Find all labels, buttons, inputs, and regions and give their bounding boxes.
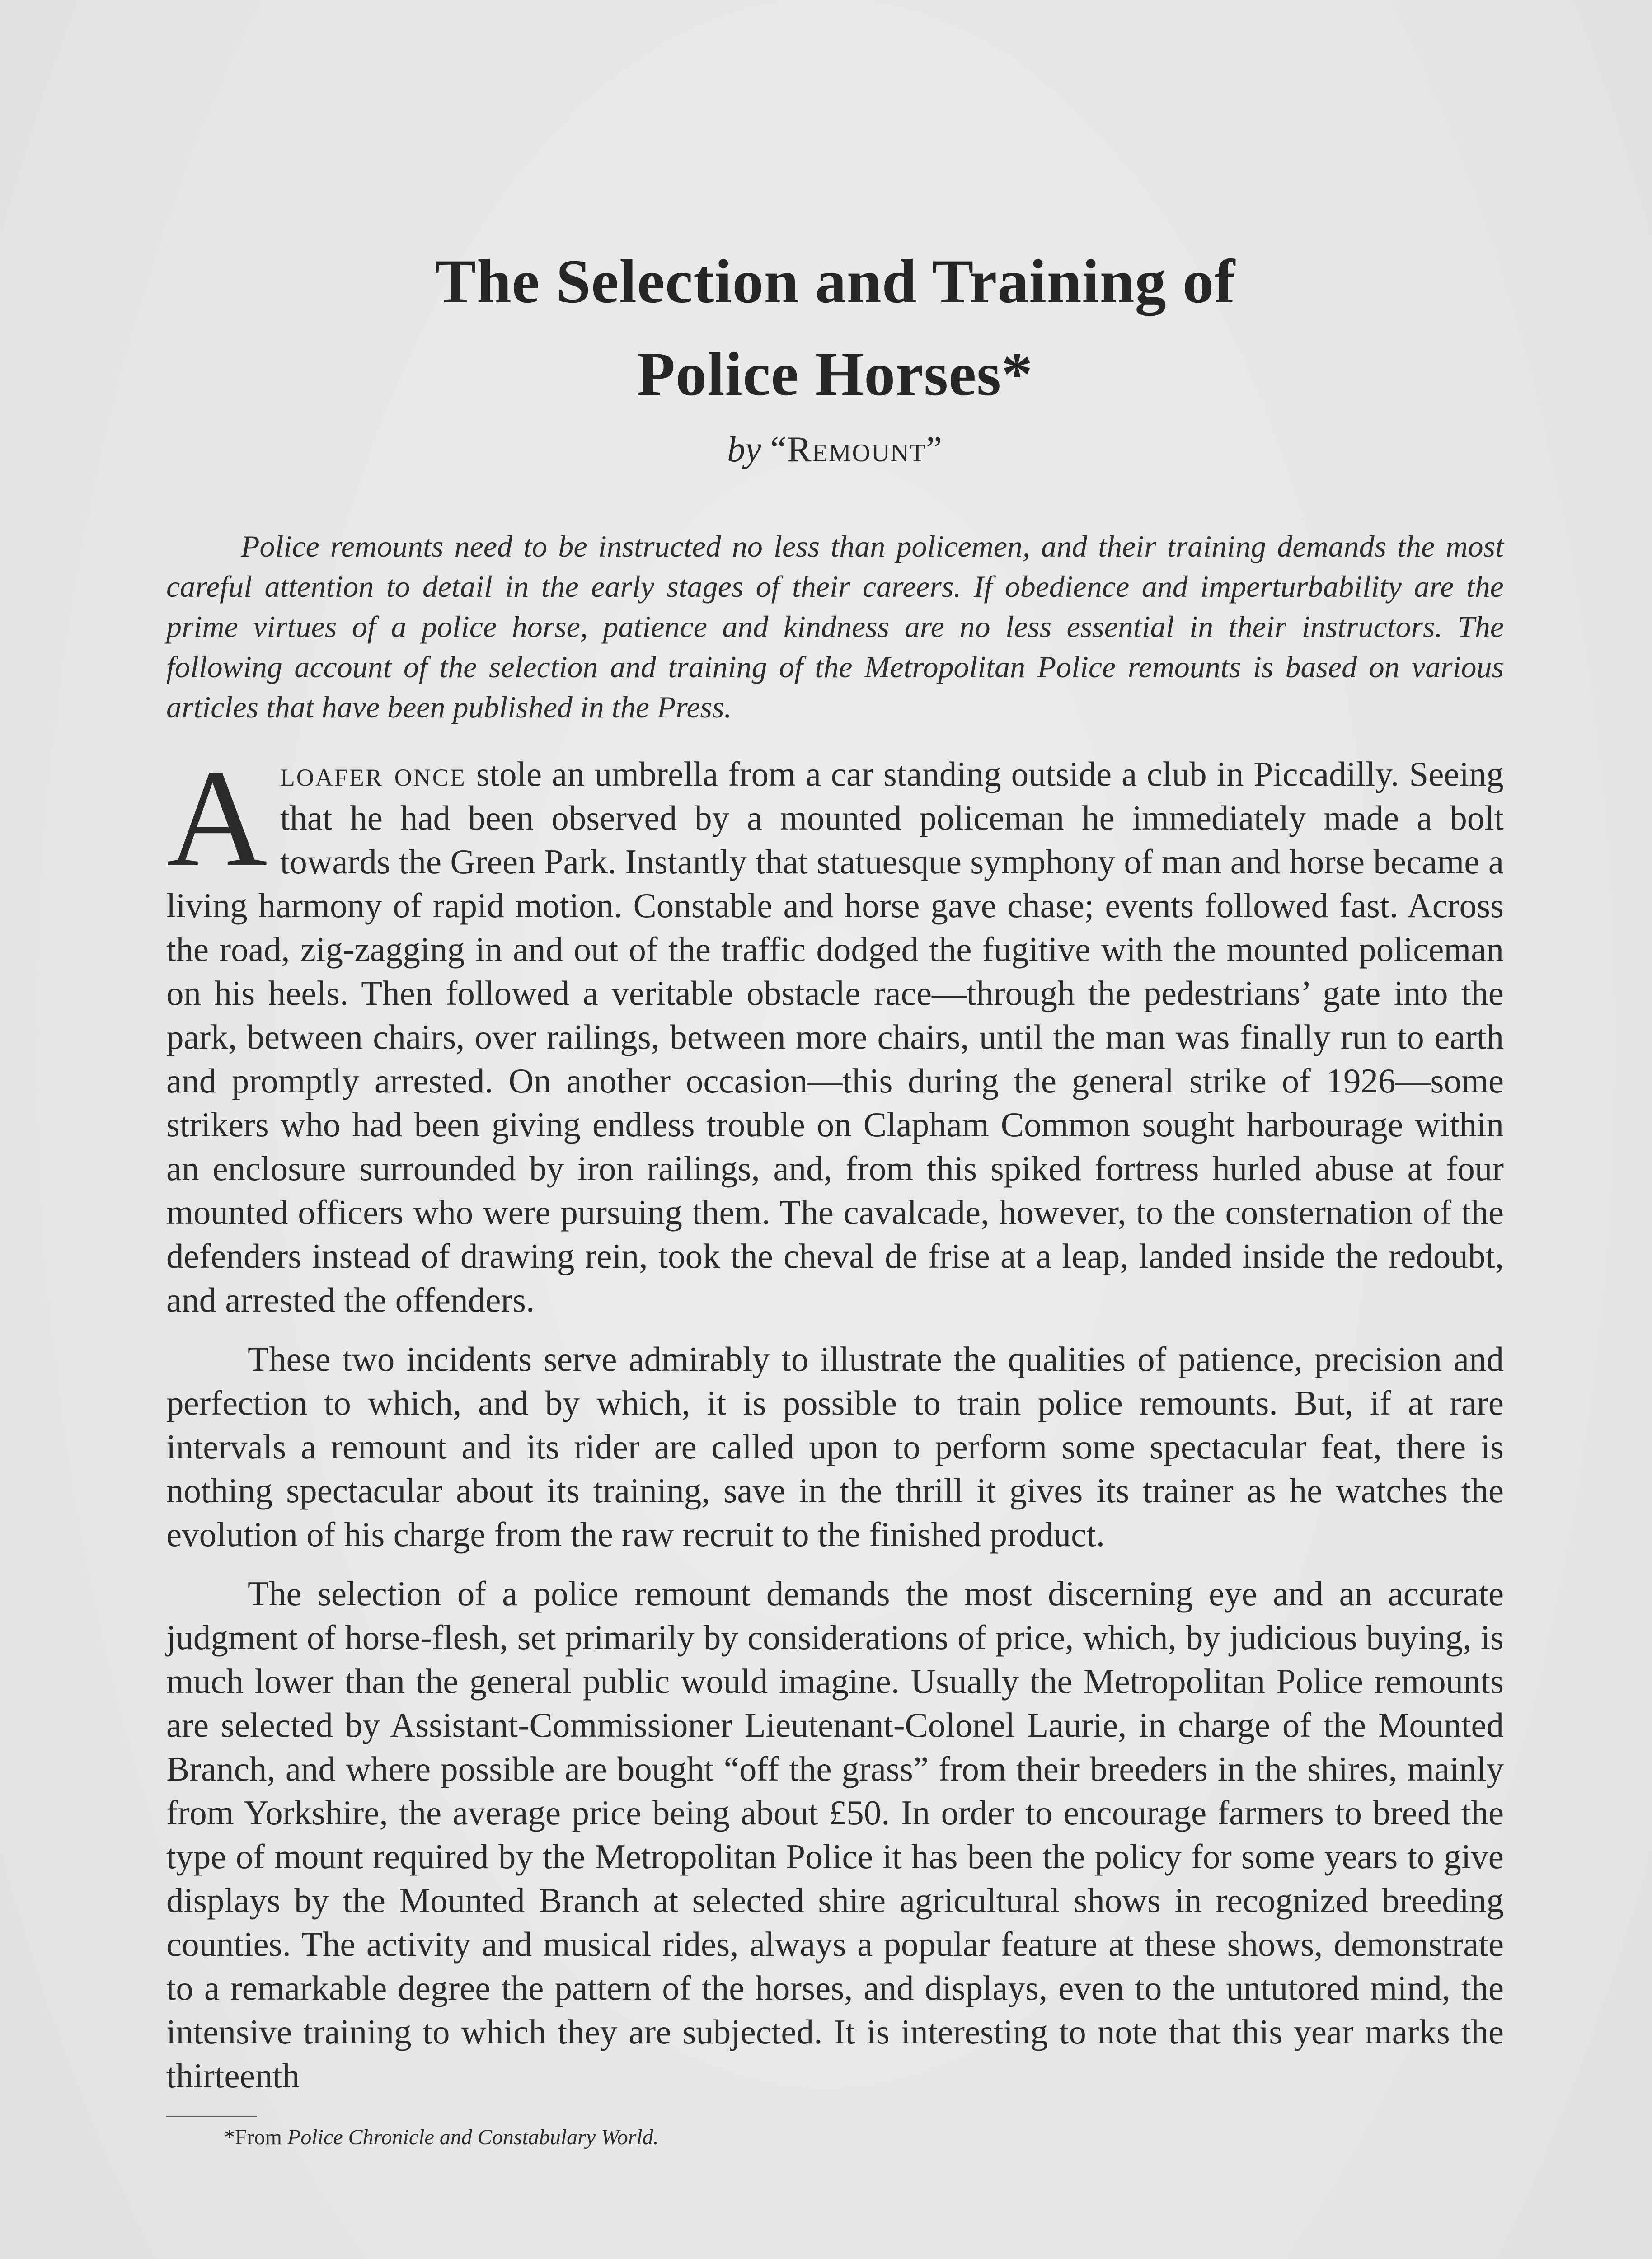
abstract: Police remounts need to be instructed no less than policemen, and their training demands the most careful attention to detail in the early stages of their careers. If obedience and imperturbability are the prime virtues of a police horse, patience and kindness are no less essential in their instructors. The following account of the selection and training of the Metropolitan Police remounts is based on various articles that have been published in the Press. [166, 529, 1504, 724]
byline [166, 425, 1504, 474]
paragraph-2: These two incidents serve admirably to illustrate the qualities of patience, precision and perfection to which, and by which, it is possible to train police remounts. But, if at rare intervals a remount and its rider are called upon to perform some spectacular feat, there is nothing spectacular about its training, save in the thrill it gives its trainer as he watches the evolution of his charge from the raw recruit to the finished product. [166, 1340, 1504, 1554]
paragraph-1 [166, 741, 1504, 1322]
footnote [166, 2123, 1504, 2151]
footnote-divider [166, 2116, 257, 2117]
paragraph-1-lead: loafer once [280, 755, 466, 793]
article [166, 235, 1504, 2151]
title-line-2: Police Horses* [637, 339, 1033, 408]
paragraph-1-text: stole an umbrella from a car standing outside a club in Piccadilly. Seeing that he had been observed by a mounted policeman he immediately made a bolt towards the Green Park. Instantly that statuesque symphony of man and horse became a living harmony of rapid motion. Constable and horse gave chase; events followed fast. Across the road, zig-zagging in and out of the traffic dodged the fugitive with the mounted policeman on his heels. Then followed a veritable obstacle race—through the pedestrians’ gate into the park, between chairs, over railings, between more chairs, until the man was finally run to earth and promptly arrested. On another occasion—this during the general strike of 1926—some strikers who had been giving endless trouble on Clapham Common sought harbourage within an enclosure surrounded by iron railings, and, from this spiked fortress hurled abuse at four mounted officers who were pursuing them. The cavalcade, however, to the consternation of the defenders instead of drawing rein, took the cheval de frise at a leap, landed inside the redoubt, and arrested the offenders. [166, 755, 1504, 1319]
paragraph-3: The selection of a police remount demands the most discerning eye and an accurate judgment of horse-flesh, set primarily by considerations of price, which, by judicious buying, is much lower than the general public would imagine. Usually the Metropolitan Police remounts are selected by Assistant-Commissioner Lieutenant-Colonel Laurie, in charge of the Mounted Branch, and where possible are bought “off the grass” from their breeders in the shires, mainly from Yorkshire, the average price being about £50. In order to encourage farmers to breed the type of mount required by the Metropolitan Police it has been the policy for some years to give displays by the Mounted Branch at selected shire agricultural shows in recognized breeding counties. The activity and musical rides, always a popular feature at these shows, demonstrate to a remarkable degree the pattern of the horses, and displays, even to the untutored mind, the intensive training to which they are subjected. It is interesting to note that this year marks the thirteenth [166, 1574, 1504, 2095]
article-title [166, 235, 1504, 420]
drop-cap: A [166, 741, 268, 896]
byline-author: “Remount” [770, 430, 943, 469]
footnote-source: Police Chronicle and Constabulary World. [287, 2125, 659, 2149]
byline-by: by [727, 430, 761, 469]
title-line-1: The Selection and Training of [434, 247, 1236, 316]
footnote-prefix: *From [224, 2125, 288, 2149]
